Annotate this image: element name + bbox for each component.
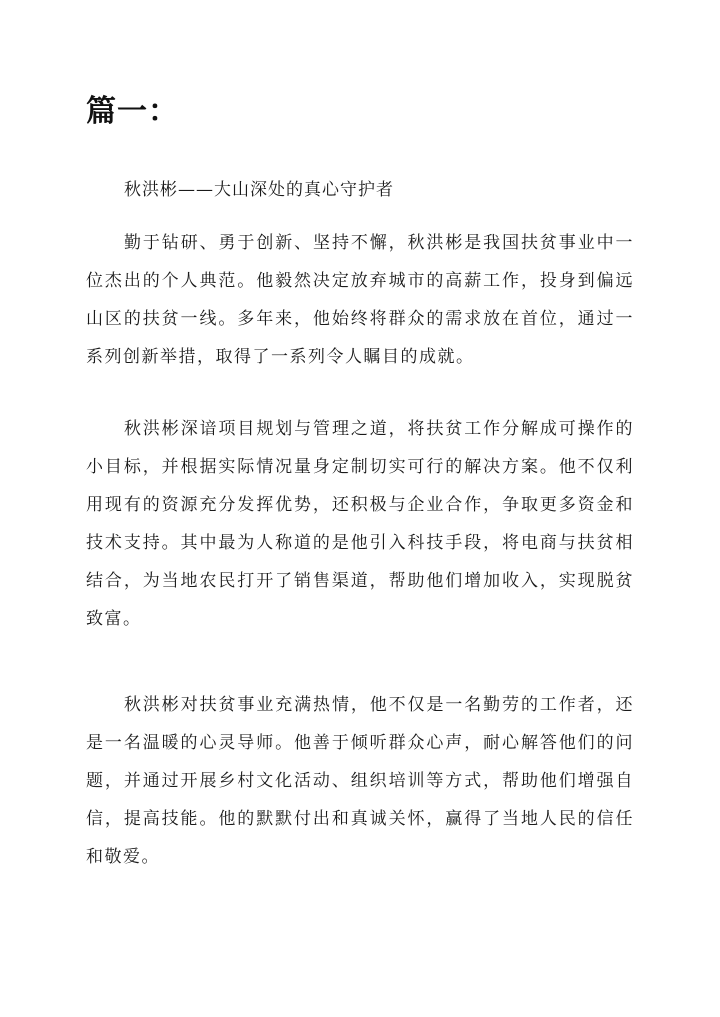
paragraph-2: 秋洪彬深谙项目规划与管理之道，将扶贫工作分解成可操作的小目标，并根据实际情况量身定制切实可行的解决方案。他不仅利用现有的资源充分发挥优势，还积极与企业合作，争取更多资金和技术支持。其中最为人称道的是他引入科技手段，将电商与扶贫相结合，为当地农民打开了销售渠道，帮助他们增加收入，实现脱贫致富。: [86, 419, 634, 629]
section-heading: 篇一：: [86, 94, 179, 129]
article-title: 秋洪彬——大山深处的真心守护者: [124, 180, 394, 200]
paragraph-3: 秋洪彬对扶贫事业充满热情，他不仅是一名勤劳的工作者，还是一名温暖的心灵导师。他善于倾听群众心声，耐心解答他们的问题，并通过开展乡村文化活动、组织培训等方式，帮助他们增强自信，提高技能。他的默默付出和真诚关怀，赢得了当地人民的信任和敬爱。: [86, 695, 634, 867]
paragraph-1: 勤于钻研、勇于创新、坚持不懈，秋洪彬是我国扶贫事业中一位杰出的个人典范。他毅然决定放弃城市的高薪工作，投身到偏远山区的扶贫一线。多年来，他始终将群众的需求放在首位，通过一系列创新举措，取得了一系列令人瞩目的成就。: [86, 233, 634, 367]
